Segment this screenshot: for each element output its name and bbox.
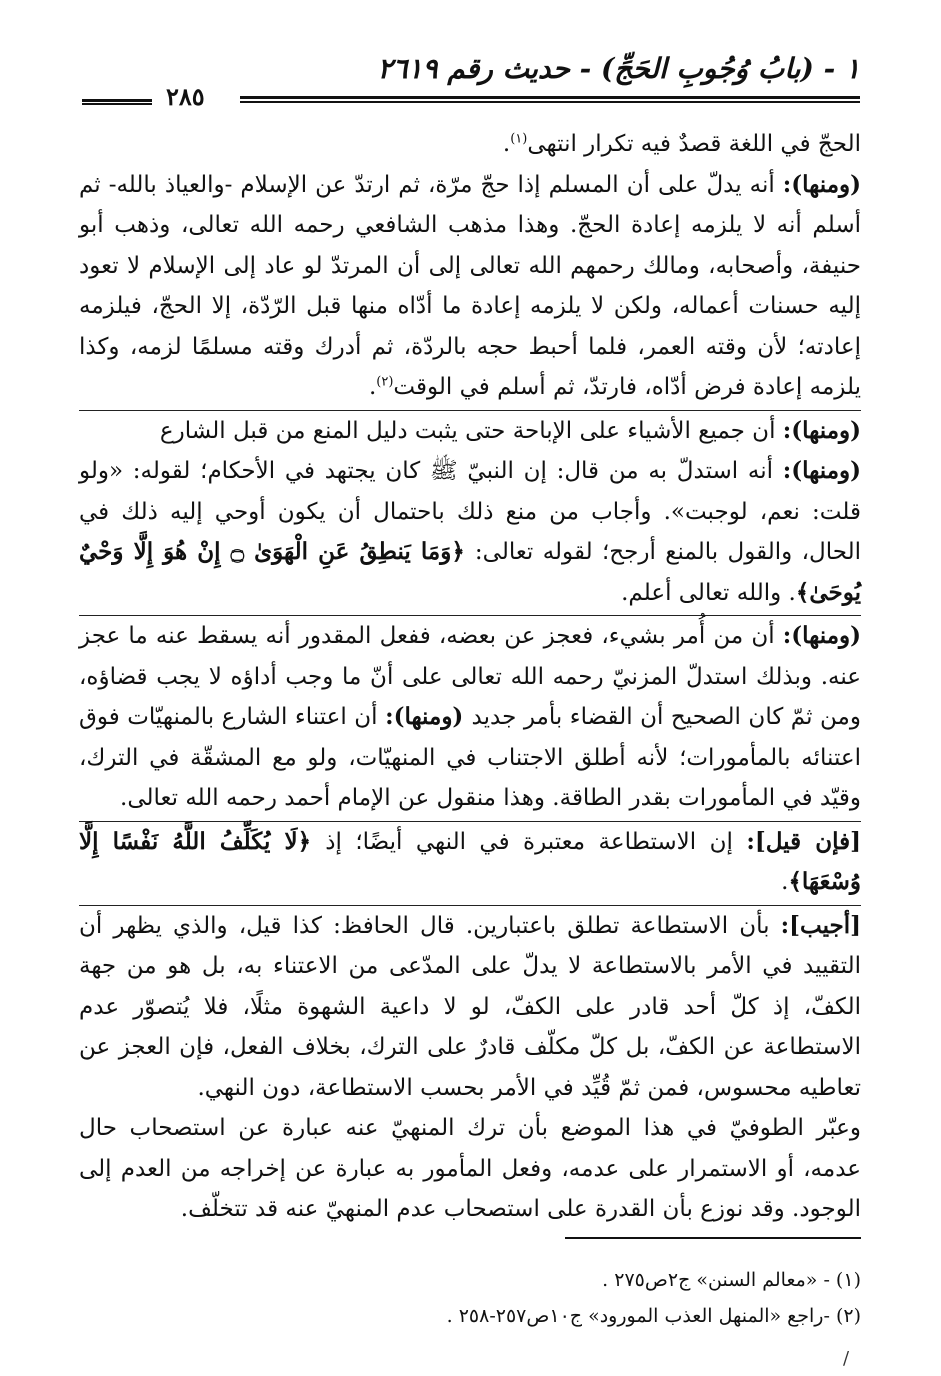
paragraph-keyword: (ومنها): (782, 170, 861, 198)
footnote-1: (١) - «معالم السنن» ج٢ص٢٧٥ . (602, 1269, 861, 1291)
page-number: ٢٨٥ (166, 82, 205, 111)
footnote-2: (٢) -راجع «المنهل العذب المورود» ج١٠ص٢٥٧-٢٥٨ . (446, 1305, 861, 1327)
paragraph-text: بأن الاستطاعة تطلق باعتبارين. قال الحافظ: كذا قيل، والذي يظهر أن التقييد في الأمر بالاستطاعة لا يدلّ على المدّعى من الاعتناء به، بل هو من جهة الكفّ، إذ كلّ أحد قادر على الكفّ، لو لا داعية الشهوة مثلًا، فلا يُتصوّر عدم الاستطاعة عن الكفّ، بل كلّ مكلّف قادرٌ على الترك، بخلاف الفعل، فإن العجز عن تعاطيه محسوس، فمن ثمّ قُيِّد في الأمر بحسب الاستطاعة، دون النهي. (79, 912, 861, 1101)
paragraph (79, 411, 861, 452)
paragraph-text: أنه يدلّ على أن المسلم إذا حجّ مرّة، ثم ارتدّ عن الإسلام -والعياذ بالله- ثم أسلم أنه لا يلزمه إعادة الحجّ. وهذا مذهب الشافعي رحمه الله تعالى، وذهب أبو حنيفة، وأصحابه، ومالك رحمهم الله تعالى إلى أن المرتدّ لو عاد إلى الإسلام لا تعود إليه حسنات أعماله، ولكن لا يلزمه إعادة ما أدّاه منها قبل الرّدّة، إلا الحجّ، فيلزمه إعادته؛ لأن وقته العمر، فلما أحبط حجه بالردّة، ثم أدرك وقته مسلمًا لزمه، وكذا يلزمه إعادة فرض أدّاه، فارتدّ، ثم أسلم في الوقت (79, 171, 861, 400)
quran-verse: ﴿وَمَا يَنطِقُ عَنِ الْهَوَىٰ ۝ إِنْ هُوَ إِلَّا وَحْيٌ يُوحَىٰ﴾ (79, 538, 861, 606)
paragraph-text: أن اعتناء الشارع بالمنهيّات فوق اعتنائه بالمأمورات؛ لأنه أطلق الاجتناب في المنهيّات، ولو مع المشقّة في الترك، وقيّد في المأمورات بقدر الطاقة. وهذا منقول عن الإمام أحمد رحمه الله تعالى. (79, 704, 861, 811)
paragraph (79, 165, 861, 408)
corner-mark: / (843, 1348, 850, 1369)
paragraph-end: . (502, 131, 511, 157)
paragraph-end: . والله تعالى أعلم. (621, 579, 796, 606)
footnote-marker: (١) (510, 131, 528, 147)
paragraph-keyword: (ومنها): (385, 703, 472, 730)
chapter-title: ١ - (بابُ وُجُوبِ الحَجِّ) - حديث رقم ٢٦١٩ (377, 52, 860, 85)
paragraph (79, 124, 861, 165)
footnote-rule (565, 1237, 861, 1239)
paragraph (79, 616, 861, 819)
paragraph-text: الحجّ في اللغة قصدٌ فيه تكرار انتهى (527, 131, 861, 157)
paragraph (79, 451, 861, 613)
quran-verse: ﴿لَا يُكَلِّفُ اللَّهُ نَفْسًا إِلَّا وُسْعَهَا﴾ (79, 827, 861, 895)
main-text (79, 124, 861, 1230)
paragraph (79, 906, 861, 1109)
paragraph-end: . (368, 374, 377, 400)
paragraph-end: . (781, 869, 789, 895)
paragraph-keyword: [فإن قيل]: (746, 827, 861, 855)
paragraph-text: أن جميع الأشياء على الإباحة حتى يثبت دليل المنع من قبل الشارع (159, 417, 783, 444)
paragraph-text: أنه استدلّ به من قال: إن النبيّ ﷺ كان يجتهد في الأحكام؛ لقوله: «ولو قلت: نعم، لوجبت». وأجاب من منع ذلك باحتمال أن يكون أوحي إليه ذلك في الحال، والقول بالمنع أرجح؛ لقوله تعالى: (79, 458, 861, 565)
footnote-marker: (٢) (376, 374, 394, 390)
paragraph-text: إن الاستطاعة معتبرة في النهي أيضًا؛ إذ (325, 828, 747, 855)
page-header (82, 52, 860, 112)
paragraph-keyword: (ومنها): (782, 416, 861, 444)
paragraph-keyword: (ومنها): (782, 622, 861, 649)
header-rule (240, 96, 860, 103)
paragraph-text: وعبّر الطوفيّ في هذا الموضع بأن ترك المنهيّ عنه عبارة عن استصحاب حال عدمه، أو الاستمرار على عدمه، وفعل المأمور به عبارة عن إخراجه من العدم إلى الوجود. وقد نوزع بأن القدرة على استصحاب عدم المنهيّ عنه قد تتخلّف. (79, 1115, 861, 1222)
paragraph (79, 1108, 861, 1230)
paragraph-keyword: [أجيب]: (780, 911, 861, 939)
paragraph (79, 822, 861, 903)
header-rule-short (82, 99, 152, 105)
footnotes (79, 1262, 861, 1334)
paragraph-keyword: (ومنها): (782, 457, 861, 484)
paragraph-text: أن من أُمر بشيء، فعجز عن بعضه، ففعل المقدور أنه يسقط عنه ما عجز عنه. وبذلك استدلّ المزنيّ رحمه الله تعالى على أنّ ما وجب أداؤه لا يجب قضاؤه، ومن ثمّ كان الصحيح أن القضاء بأمر جديد (79, 623, 861, 730)
